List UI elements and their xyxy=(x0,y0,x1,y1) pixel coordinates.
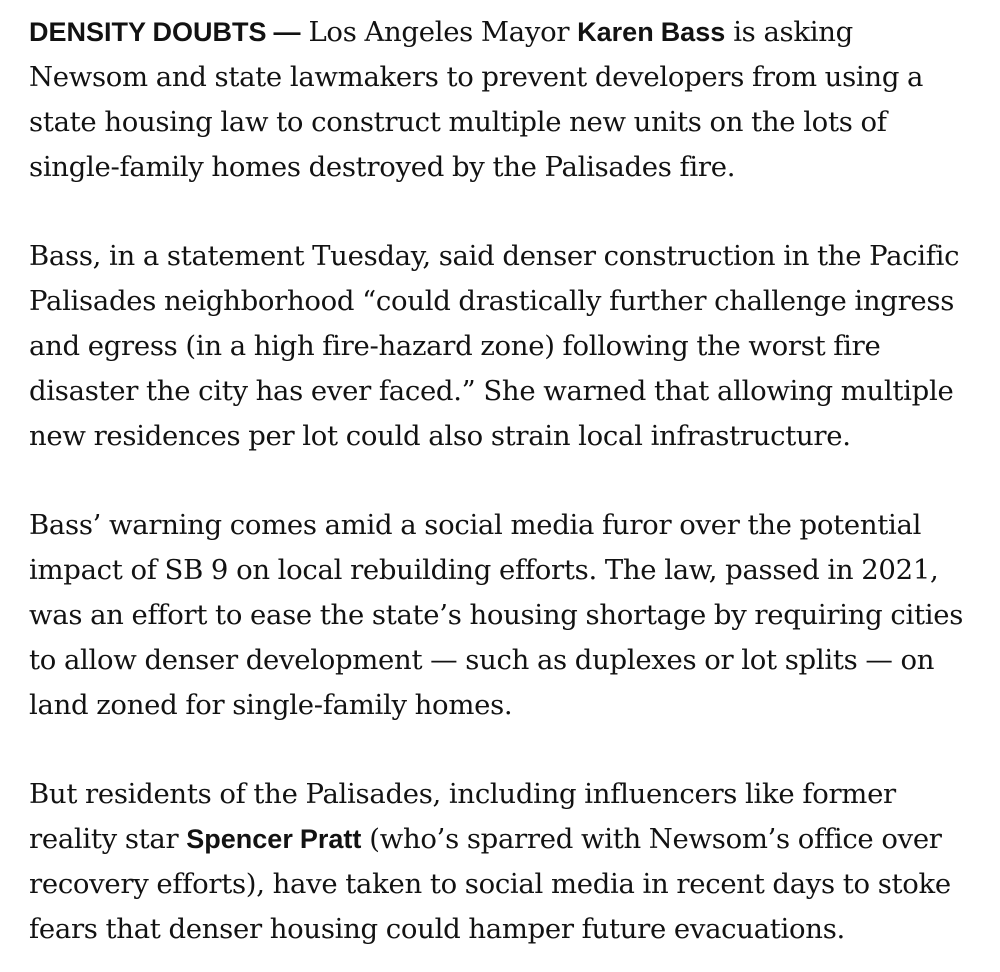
paragraph-sb9-context xyxy=(29,503,979,728)
article-body xyxy=(29,10,979,952)
paragraph-residents-reaction xyxy=(29,772,979,952)
section-kicker: DENSITY DOUBTS — xyxy=(29,17,301,47)
paragraph-text: Bass’ warning comes amid a social media furor over the potential impact of SB 9 on local rebuilding efforts. The law, passed in 2021, was an effort to ease the state’s housing shortage by requiring cities to allow denser development — such as duplexes or lot splits — on land zoned for single-family homes. xyxy=(29,509,964,721)
paragraph-text: Bass, in a statement Tuesday, said denser construction in the Pacific Palisades neighborhood “could drastically further challenge ingress and egress (in a high fire-hazard zone) following the worst fire disaster the city has ever faced.” She warned that allowing multiple new residences per lot could also strain local infrastructure. xyxy=(29,240,960,452)
person-name-karen-bass: Karen Bass xyxy=(577,17,726,47)
paragraph-text: is asking Newsom and state lawmakers to prevent developers from using a state housing law to construct multiple new units on the lots of single-family homes destroyed by the Palisades fire. xyxy=(29,16,924,183)
paragraph-text: (who’s sparred with Newsom’s office over recovery efforts), have taken to social media in recent days to stoke fears that denser housing could hamper future evacuations. xyxy=(29,823,951,945)
person-name-spencer-pratt: Spencer Pratt xyxy=(186,824,362,854)
paragraph-text: Los Angeles Mayor xyxy=(300,16,578,48)
paragraph-density-doubts xyxy=(29,10,979,190)
paragraph-text: But residents of the Palisades, including influencers like former reality star xyxy=(29,778,896,855)
paragraph-bass-statement xyxy=(29,234,979,459)
